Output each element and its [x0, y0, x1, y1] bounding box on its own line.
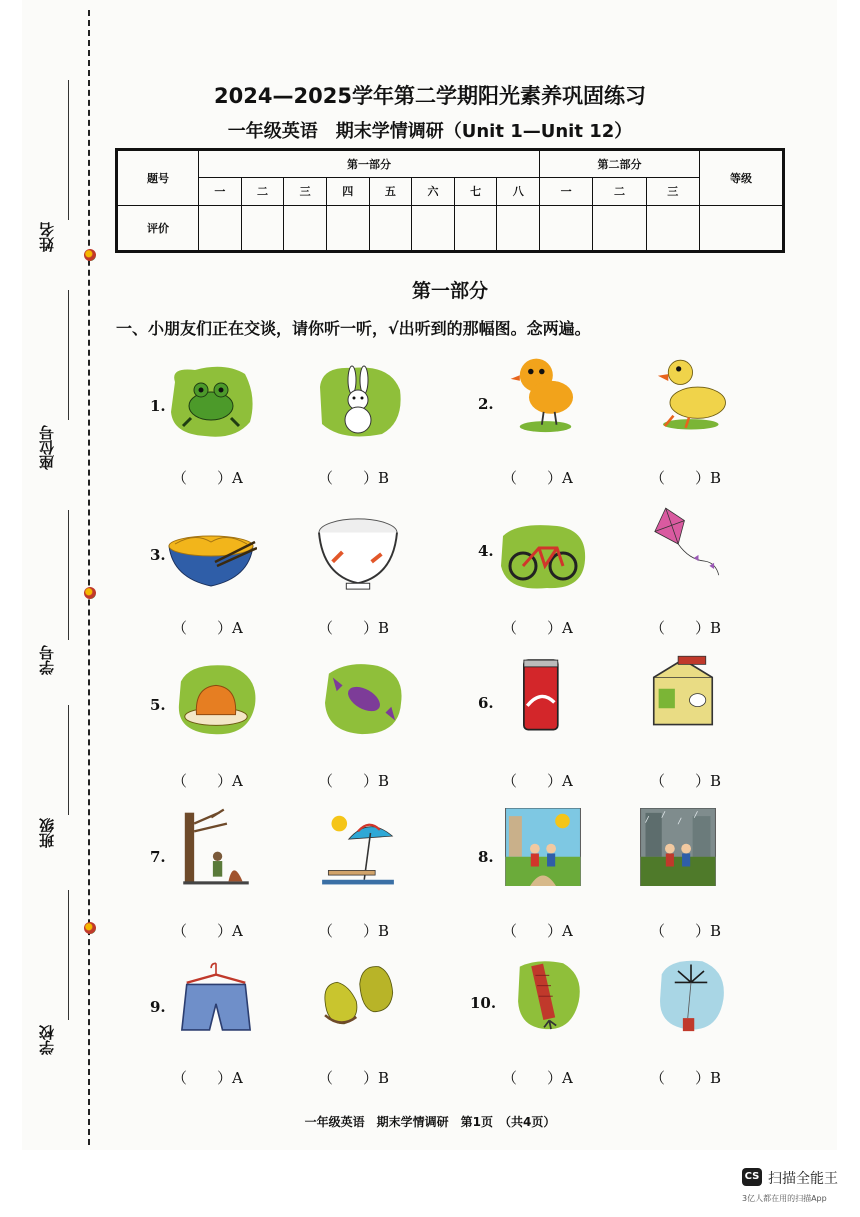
side-line-school: [68, 890, 69, 1020]
question-number: 2.: [478, 395, 494, 413]
option-b[interactable]: [650, 617, 721, 638]
cola-can-icon: [505, 655, 597, 733]
score-col-header: 四: [326, 178, 369, 205]
answer-paren: （ ）: [318, 922, 379, 940]
score-col-header: 六: [412, 178, 455, 205]
answer-paren: （ ）: [318, 1069, 379, 1087]
answer-paren: （ ）: [318, 619, 379, 637]
page-title: 2024—2025学年第二学期阳光素养巩固练习: [214, 84, 646, 108]
question-number: 4.: [478, 542, 494, 560]
score-cell: [454, 205, 497, 251]
question-number: 10.: [470, 994, 497, 1012]
option-a-label: A: [562, 469, 573, 487]
option-a[interactable]: [502, 1067, 573, 1088]
watermark-tagline: 3亿人都在用的扫描App: [742, 1194, 827, 1203]
answer-paren: （ ）: [172, 1069, 233, 1087]
score-col-header: 二: [593, 178, 646, 205]
side-line-class: [68, 705, 69, 815]
score-cell: [241, 205, 284, 251]
question-number: 9.: [150, 998, 166, 1016]
rabbit-icon: [312, 362, 404, 440]
score-table: [115, 148, 785, 253]
score-row-label-items: 题号: [117, 150, 199, 206]
option-a[interactable]: [502, 467, 573, 488]
score-cell: [412, 205, 455, 251]
score-row-label-eval: 评价: [117, 205, 199, 251]
score-cell: [700, 205, 784, 251]
watermark-name: 扫描全能王: [768, 1171, 838, 1187]
score-col-header: 五: [369, 178, 412, 205]
sunny-kids-icon: [497, 808, 589, 886]
answer-paren: （ ）: [502, 922, 563, 940]
answer-paren: （ ）: [502, 619, 563, 637]
answer-paren: （ ）: [172, 469, 233, 487]
question-number: 3.: [150, 546, 166, 564]
option-b-label: B: [378, 619, 390, 637]
option-b[interactable]: [318, 617, 389, 638]
binding-dashed-line: [88, 10, 90, 1145]
score-cell: [497, 205, 540, 251]
kite-icon: [640, 505, 732, 583]
noodles-icon: [165, 518, 257, 596]
score-cell: [369, 205, 412, 251]
score-cell: [284, 205, 327, 251]
option-b[interactable]: [318, 1067, 389, 1088]
milk-carton-icon: [637, 653, 729, 731]
option-b-label: B: [378, 772, 390, 790]
option-b[interactable]: [650, 1067, 721, 1088]
side-label-seat: 座位号: [38, 425, 56, 470]
answer-paren: （ ）: [650, 469, 711, 487]
autumn-scene-icon: [170, 808, 262, 886]
answer-paren: （ ）: [650, 1069, 711, 1087]
camscanner-logo-icon: CS: [742, 1168, 762, 1186]
option-b[interactable]: [650, 467, 721, 488]
answer-paren: （ ）: [318, 469, 379, 487]
fireworks-icon: [645, 958, 737, 1036]
answer-paren: （ ）: [502, 1069, 563, 1087]
binding-hole-icon: [84, 249, 96, 261]
option-a[interactable]: [502, 770, 573, 791]
option-a[interactable]: [502, 617, 573, 638]
option-b-label: B: [378, 1069, 390, 1087]
option-b-label: B: [378, 922, 390, 940]
shorts-icon: [170, 960, 262, 1038]
option-a-label: A: [232, 469, 243, 487]
option-a-label: A: [562, 1069, 573, 1087]
answer-paren: （ ）: [172, 619, 233, 637]
binding-hole-icon: [84, 587, 96, 599]
answer-paren: （ ）: [650, 922, 711, 940]
score-col-header: 八: [497, 178, 540, 205]
option-a-label: A: [562, 772, 573, 790]
option-a[interactable]: [172, 617, 243, 638]
answer-paren: （ ）: [172, 772, 233, 790]
option-b-label: B: [378, 469, 390, 487]
option-b[interactable]: [318, 467, 389, 488]
side-label-class: 班级: [38, 818, 56, 848]
answer-paren: （ ）: [650, 772, 711, 790]
option-a[interactable]: [172, 467, 243, 488]
question-number: 7.: [150, 848, 166, 866]
option-a-label: A: [232, 922, 243, 940]
option-a[interactable]: [172, 1067, 243, 1088]
option-b-label: B: [710, 619, 722, 637]
score-part1-label: 第一部分: [199, 150, 540, 178]
side-label-student-id: 学号: [38, 645, 56, 675]
answer-paren: （ ）: [502, 772, 563, 790]
option-b-label: B: [710, 772, 722, 790]
question-number: 5.: [150, 696, 166, 714]
score-cell: [593, 205, 646, 251]
option-a-label: A: [562, 619, 573, 637]
option-b[interactable]: [318, 770, 389, 791]
page-subtitle: 一年级英语 期末学情调研（Unit 1—Unit 12）: [227, 121, 633, 142]
instruction-text: 一、小朋友们正在交谈，请你听一听，√出听到的那幅图。念两遍。: [116, 319, 591, 338]
chick-icon: [505, 355, 597, 433]
jelly-icon: [170, 662, 262, 740]
score-grade-label: 等级: [700, 150, 784, 206]
rainy-kids-icon: [632, 808, 724, 886]
answer-paren: （ ）: [650, 619, 711, 637]
side-label-name: 姓名: [38, 222, 56, 252]
answer-paren: （ ）: [502, 469, 563, 487]
score-cell: [540, 205, 593, 251]
score-col-header: 一: [199, 178, 242, 205]
option-b[interactable]: [650, 770, 721, 791]
rice-bowl-icon: [312, 515, 404, 593]
question-number: 1.: [150, 397, 166, 415]
score-part2-label: 第二部分: [540, 150, 700, 178]
side-label-school: 学校: [38, 1025, 56, 1055]
binding-hole-icon: [84, 922, 96, 934]
side-line-seat: [68, 290, 69, 420]
answer-paren: （ ）: [172, 922, 233, 940]
page-footer: 一年级英语 期末学情调研 第1页 （共4页）: [304, 1115, 556, 1129]
frog-icon: [165, 362, 257, 440]
score-col-header: 三: [646, 178, 699, 205]
score-col-header: 二: [241, 178, 284, 205]
option-b-label: B: [710, 469, 722, 487]
section-heading: 第一部分: [411, 280, 488, 302]
beach-umbrella-icon: [312, 808, 404, 886]
option-b-label: B: [710, 922, 722, 940]
question-number: 8.: [478, 848, 494, 866]
duck-icon: [650, 355, 742, 433]
question-number: 6.: [478, 694, 494, 712]
option-a[interactable]: [172, 920, 243, 941]
option-a-label: A: [232, 772, 243, 790]
score-cell: [646, 205, 699, 251]
score-col-header: 一: [540, 178, 593, 205]
option-b[interactable]: [650, 920, 721, 941]
option-a-label: A: [232, 1069, 243, 1087]
score-col-header: 七: [454, 178, 497, 205]
option-a-label: A: [232, 619, 243, 637]
score-col-header: 三: [284, 178, 327, 205]
option-b[interactable]: [318, 920, 389, 941]
option-a[interactable]: [172, 770, 243, 791]
candy-icon: [318, 660, 410, 738]
side-line-student-id: [68, 510, 69, 640]
answer-paren: （ ）: [318, 772, 379, 790]
option-b-label: B: [710, 1069, 722, 1087]
score-cell: [199, 205, 242, 251]
firecracker-icon: [505, 958, 597, 1036]
score-cell: [326, 205, 369, 251]
option-a-label: A: [562, 922, 573, 940]
bicycle-icon: [497, 518, 589, 596]
option-a[interactable]: [502, 920, 573, 941]
shoes-icon: [312, 958, 404, 1036]
